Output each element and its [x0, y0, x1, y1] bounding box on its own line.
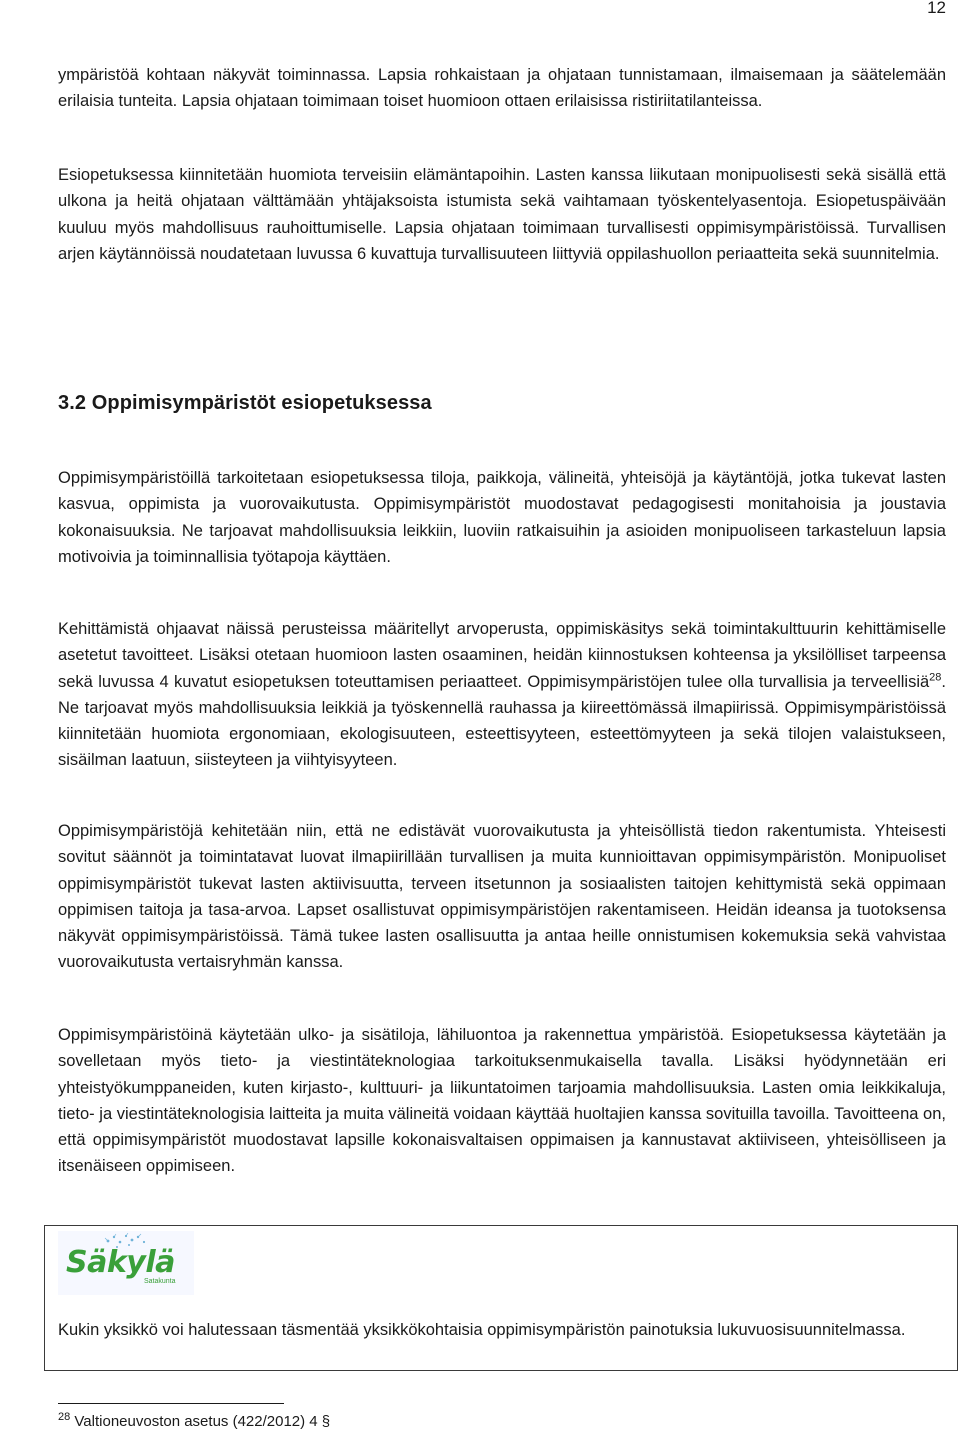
paragraph-6: Oppimisympäristöinä käytetään ulko- ja sisätiloja, lähiluontoa ja rakennettua ympäristöä. Esiopetuksessa käytetään ja sovelletaan myös tieto- ja viestintäteknologiaa tarkoituksenmukaisella tavalla. Lisäksi hyödynnetään eri yhteistyökumppaneiden, kuten kirjasto-, kulttuuri- ja liikuntatoimen tarjoamia mahdollisuuksia. Lasten omia leikkikaluja, tieto- ja viestintäteknologisia laitteita ja muita välineitä voidaan käyttää huoltajien kanssa sovituilla tavoilla. Tavoitteena on, että oppimisympäristöt muodostavat lapsille kokonaisvaltaisen oppimaisen ja kannustavat aktiiviseen, yhteisölliseen ja itsenäiseen oppimiseen.: [58, 1026, 946, 1176]
logo-subtitle: Satakunta: [144, 1278, 176, 1285]
sakyla-logo: [58, 1231, 194, 1295]
footnote: [58, 1410, 330, 1434]
paragraph-1-text: ympäristöä kohtaan näkyvät toiminnassa. Lapsia rohkaistaan ja ohjataan tunnistamaan, ilmaisemaan ja säätelemään erilaisia tunteita. Lapsia ohjataan toimimaan toiset huomioon ottaen erilaisissa ristiriitatilanteissa.: [58, 66, 946, 111]
paragraph-2: [58, 162, 946, 267]
box-text: Kukin yksikkö voi halutessaan täsmentää yksikkökohtaisia oppimisympäristön painotuksia lukuvuosisuunnitelmassa.: [58, 1321, 906, 1339]
footnote-ref-28[interactable]: 28: [929, 671, 942, 684]
paragraph-4-text-b: . Ne tarjoavat myös mahdollisuuksia leikkiä ja työskennellä rauhassa ja kiireettömässä ilmapiirissä. Oppimisympäristöissä kiinnitetään huomiota ergonomiaan, ekologisuuteen, esteettisyyteen, esteettömyyteen ja sekä tilojen valaistukseen, sisäilman laatuun, siisteyteen ja viihtyisyyteen.: [58, 672, 946, 770]
footnote-divider: [58, 1403, 284, 1404]
footnote-text: Valtioneuvoston asetus (422/2012) 4 §: [70, 1413, 331, 1430]
paragraph-4-text-a: Kehittämistä ohjaavat näissä perusteissa määritellyt arvoperusta, oppimiskäsitys sekä toimintakulttuurin kehittämiselle asetetut tavoitteet. Lisäksi otetaan huomioon lasten osaaminen, heidän kiinnostuksen kohteensa ja yksilölliset tarpeensa sekä luvussa 4 kuvatut esiopetuksen toteuttamisen periaatteet. Oppimisympäristöjen tulee olla turvallisia ja terveellisiä: [58, 620, 946, 691]
paragraph-4: [58, 616, 946, 774]
paragraph-5: Oppimisympäristöjä kehitetään niin, että ne edistävät vuorovaikutusta ja yhteisöllistä tiedon rakentumista. Yhteisesti sovitut säännöt ja toimintatavat luovat ilmapiirillään turvallisen ja muita kunnioittavan oppimisympäristön. Monipuoliset oppimisympäristöt tukevat lasten aktiivisuutta, terveen itsetunnon ja sosiaalisten taitojen kehittymistä sekä oppimaan oppimisen taitoja ja tasa-arvoa. Lapset osallistuvat oppimisympäristöjen rakentamiseen. Heidän ideansa ja tuotoksensa näkyvät oppimisympäristöissä. Tämä tukee lasten osallisuutta ja antaa heille onnistumisen kokemuksia sekä vahvistaa vuorovaikutusta vertaisryhmän kanssa.: [58, 822, 946, 972]
paragraph-3: Oppimisympäristöillä tarkoitetaan esiopetuksessa tiloja, paikkoja, välineitä, yhteisöjä ja käytäntöjä, jotka tukevat lasten kasvua, oppimista ja vuorovaikutusta. Oppimisympäristöt muodostavat pedagogisesti monitahoisia ja joustavia kokonaisuuksia. Ne tarjoavat mahdollisuuksia leikkiin, luoviin ratkaisuihin ja asioiden monipuoliseen tarkasteluun lapsia motivoivia ja toiminnallisia työtapoja käyttäen.: [58, 469, 946, 566]
footnote-marker: 28: [58, 1411, 71, 1423]
section-heading: 3.2 Oppimisympäristöt esiopetuksessa: [58, 392, 432, 414]
page-number: 12: [927, 0, 946, 17]
logo-wordmark: Säkylä: [66, 1245, 175, 1280]
paragraph-1: [58, 62, 946, 115]
paragraph-2-text: Esiopetuksessa kiinnitetään huomiota terveisiin elämäntapoihin. Lasten kanssa liikutaan monipuolisesti sekä sisällä että ulkona ja heitä ohjataan välttämään yhtäjaksoista istumista sekä vaihtamaan työskentelyasentoja. Esiopetuspäivään kuuluu myös mahdollisuus rauhoittumiselle. Lapsia ohjataan toimimaan turvallisesti oppimisympäristöissä. Turvallisen arjen käytännöissä noudatetaan luvussa 6 kuvattuja turvallisuuteen liittyviä oppilashuollon periaatteita sekä suunnitelmia.: [58, 166, 946, 263]
